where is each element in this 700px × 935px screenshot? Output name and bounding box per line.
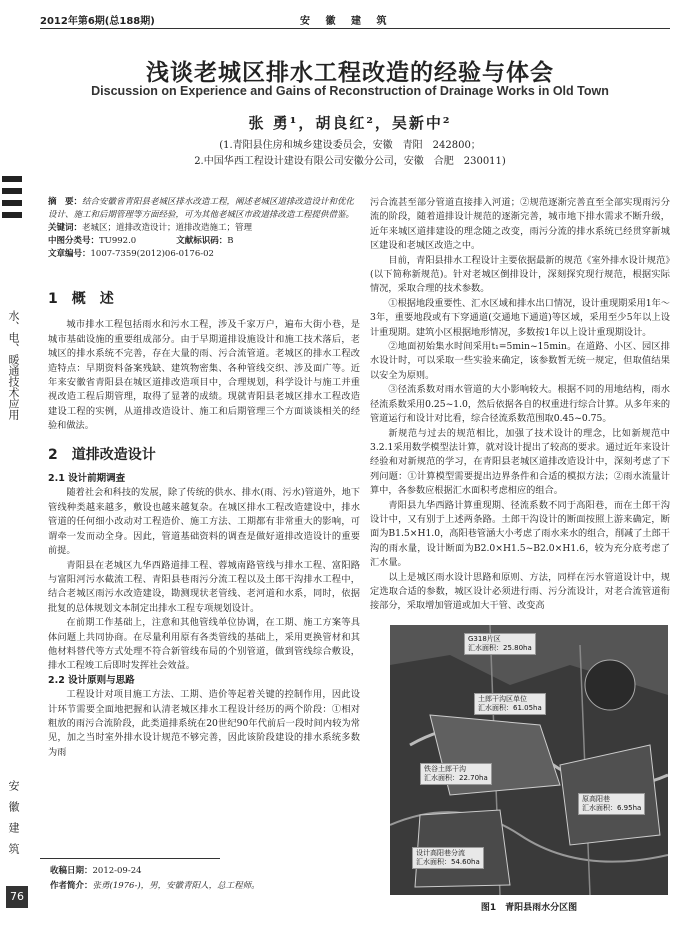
right-paragraph-1: 污合流甚至部分管道直接排入河道；②规范逐渐完善直至全部实现雨污分流的阶段，随着道排设计规范的逐渐完善，城市地下排水需求不断升级，近年来城区道排建设的理念随之改变，雨污分流的排水系统已经贯穿新城区建设和老城区改造之中。 [370, 197, 670, 252]
rainwater-zone-map [390, 625, 668, 895]
doc-code-value: B [227, 236, 234, 246]
right-paragraph-2: 目前，青阳县排水工程设计主要依据最新的规范《室外排水设计规范》(以下简称新规范)。针对老城区倒排设计，深刻探究现行规范，根据实际情况，采取合理的技术参数。 [370, 254, 670, 295]
keywords-label: 关键词： [48, 223, 83, 233]
section-2-1-paragraph-3: 在前期工作基础上，注意和其他管线单位协调，在工期、施工方案等具体问题上共同协商。在尽量利用原有各类管线的基础上，采用更换管材和其他材料替代等方式处理不符合新管线布局的个别管道，做到管线综合敷设，排水工程竣工后即时发挥社会效益。 [48, 617, 360, 672]
map-label-g318: G318片区 汇水面积：25.80ha [464, 633, 536, 655]
page-number: 76 [6, 886, 28, 908]
section-marker-bars [0, 170, 26, 230]
keywords-text: 老城区；道排改造设计；道排改造施工；管理 [82, 223, 253, 233]
map-label-tulang-unit: 土郎干沟区单位 汇水面积：61.05ha [474, 693, 546, 715]
section-1-paragraph: 城市排水工程包括雨水和污水工程，涉及千家万户，遍布大街小巷，是城市基础设施的重要组成部分。由于早期道排设施设计和施工技术落后，老城区的排水系统不完善，存在大量的雨、污合流管道。老城区的排水工程改造特点：早期资料备案残缺、建筑物密集、各种管线交织、涉及面广等。近年来安徽省青阳县在城区道排改造项目中，合理规划，科学设计与施工并重视改造工程后期管理，取得了显著的成绩。现就青阳县老城区排水工程改造建设工程的实例，从道排改造设计、施工和后期管理三个方面谈谈相关的经验和做法。 [48, 319, 360, 432]
header-rule [40, 28, 670, 29]
journal-name: 安 徽 建 筑 [300, 16, 393, 27]
article-id-value: 1007-7359(2012)06-0176-02 [90, 249, 214, 259]
abstract-text: 结合安徽省青阳县老城区排水改造工程，阐述老城区道排改造设计和优化设计、施工和后期管理等方面经验，可为其他老城区市政道排改造工程提供借鉴。 [48, 197, 355, 220]
abstract-block [48, 196, 360, 261]
side-journal-label: 安徽建筑 [7, 780, 20, 864]
figure-caption: 图1 青阳县雨水分区图 [480, 903, 578, 913]
section-2-heading: 2 道排改造设计 [48, 446, 156, 463]
right-paragraph-4: ②地面初始集水时间采用t₁=5min~15min。在道路、小区、园区排水设计时，可以采取一些实验来确定，该参数暂无统一规定，但取值结果以安全为原则。 [370, 341, 670, 381]
affiliation-1: (1.青阳县住房和城乡建设委员会，安徽 青阳 242800； [219, 140, 481, 151]
right-paragraph-7: 青阳县九华西路计算重现期、径流系数不同于高阳巷，而在土郎干沟设计中，又有别于上述两条路。土郎干沟设计的断面按照上游来确定，断面为B1.5×H1.0，高阳巷管涵大小考虑了雨水来水的组合，削减了土郎干沟的雨水量，设计断面为B2.0×H1.5~B2.0×H1.6，较为充分底考虑了汇水量。 [370, 499, 670, 569]
paper-english-title: Discussion on Experience and Gains of Reconstruction of Drainage Works in Old Town [91, 84, 609, 98]
right-paragraph-6: 新规范与过去的规范相比，加强了技术设计的理念，比如新规范中3.2.1采用数学模型法计算，就对设计提出了较高的要求。通过近年来设计经验和对新规范的学习，在青阳县老城区道排改造设计中，深刻考虑了下列问题：①计算模型需要提出边界条件和合适的模拟方法；②雨水流量计算中，各参数应根据汇水面积考虑相应的组合。 [370, 427, 670, 497]
doc-code-label: 文献标识码： [176, 236, 228, 246]
side-category-label: 水、电、暖通技术应用 [7, 310, 20, 420]
article-id-label: 文章编号： [48, 249, 91, 259]
section-2-1-paragraph-1: 随着社会和科技的发展，除了传统的供水、排水(雨、污水)管道外，地下管线种类越来越多，敷设也越来越复杂。在城区排水工程改造建设中，排水管道的任何细小改动对工程造价、施工方法、工期都有非常重大的影响，可谓牵一发而动全身。因此，管道基础资料的调查是做好道排改造设计的重要前提。 [48, 487, 360, 557]
issue-info: 2012年第6期(总188期) [40, 16, 155, 27]
section-2-2-paragraph-1: 工程设计对项目施工方法、工期、造价等起着关键的控制作用，因此设计环节需要全面地把握和认清老城区排水工程设计经历的两个阶段：①相对粗放的雨污合流阶段，此类道排系统在20世纪90年代前后一段时间内较为常见，加之当时室外排水设计规范不够完善，因此该阶段建设的排水系统多数为雨 [48, 689, 360, 758]
footnote-received: 收稿日期：2012-09-24 [50, 866, 142, 876]
right-paragraph-8: 以上是城区雨水设计思路和原则、方法，同样在污水管道设计中，规定选取合适的参数，城区设计必须进行雨、污分流设计，对老合流管道衔接部分，采取增加管道或加大干管、改变高 [370, 571, 670, 612]
paper-authors: 张 勇¹，胡良红²，吴新中² [248, 114, 452, 132]
right-paragraph-5: ③径流系数对雨水管道的大小影响较大。根据不同的用地结构，雨水径流系数采用0.25~1.0，然后依据各自的权重进行综合计算。从多年来的管道运行和设计对比看，综合径流系数范围取0.45~0.75。 [370, 384, 671, 425]
affiliation-2: 2.中国华西工程设计建设有限公司安徽分公司，安徽 合肥 230011) [194, 156, 506, 167]
section-2-1-heading: 2.1 设计前期调查 [48, 473, 126, 485]
section-2-1-paragraph-2: 青阳县在老城区九华西路道排工程、蓉城南路管线与排水工程、富阳路与富阳河污水截流工程、青阳县巷雨污分流工程以及土郎干沟排水工程中，结合老城区雨污水改造建设，勘测现状老管线、老河道和水系，同时，依据批复的总体规划文本制定出排水工程专项规划设计。 [48, 559, 360, 614]
left-column [48, 292, 360, 760]
clc-value: TU992.0 [99, 236, 137, 246]
clc-label: 中图分类号： [48, 236, 100, 246]
footnote-author: 作者简介：张勇(1976-)，男，安徽青阳人，总工程师。 [50, 881, 260, 891]
abstract-label: 摘 要： [48, 197, 83, 207]
section-1-heading: 1 概 述 [48, 291, 114, 307]
map-label-gaoyang-design: 设计高阳巷分流 汇水面积：54.60ha [412, 847, 484, 869]
map-label-tulang-ditch: 铁谷土郎干沟 汇水面积：22.70ha [420, 763, 492, 785]
paper-title: 浅谈老城区排水工程改造的经验与体会 [146, 60, 554, 86]
right-paragraph-3: ①根据地段重要性、汇水区域和排水出口情况，设计重现期采用1年～3年，重要地段或有下穿通道(交通地下通道)等区域，采用至少5年以上设计重现期。建筑小区根据地形情况，多数按1年以上设计重现期设计。 [370, 297, 670, 338]
right-column [370, 196, 670, 614]
map-label-gaoyang-original: 原高阳巷 汇水面积：6.95ha [578, 793, 645, 815]
section-2-2-heading: 2.2 设计原则与思路 [48, 674, 135, 686]
footnote-rule [40, 858, 220, 859]
